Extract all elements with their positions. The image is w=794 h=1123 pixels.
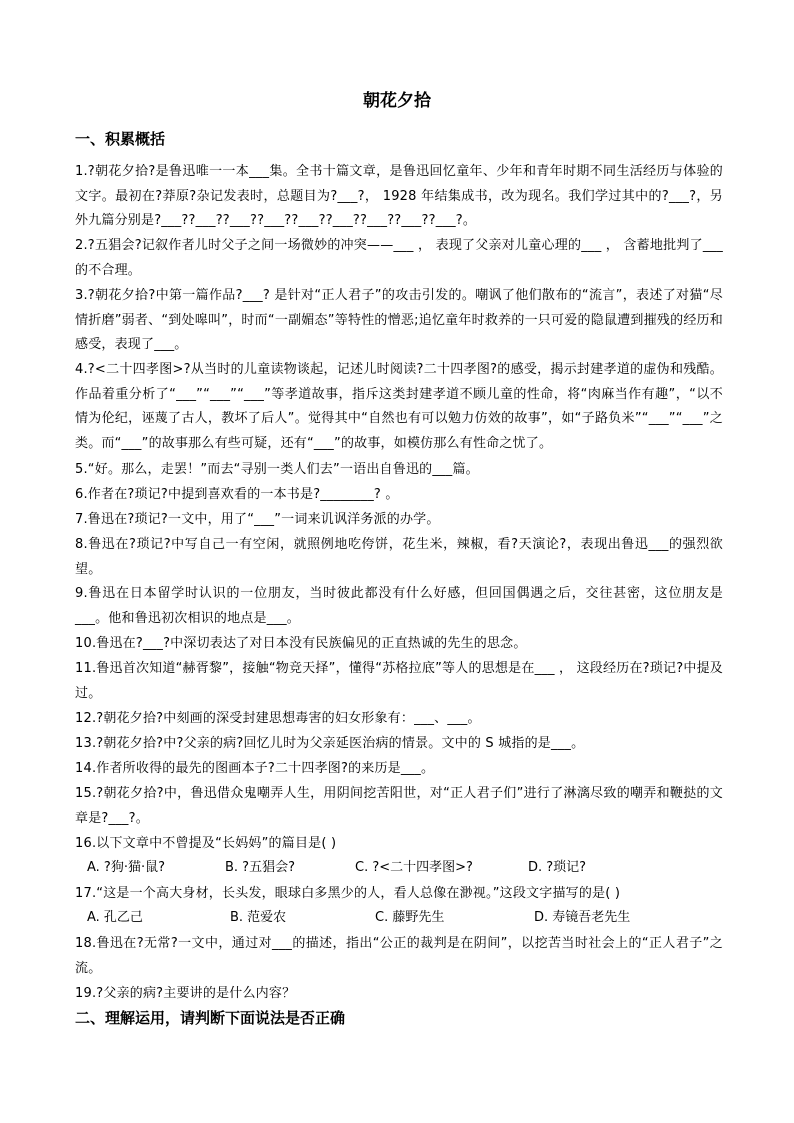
question-17-options (87, 906, 727, 930)
page-title: 朝花夕拾 (363, 91, 431, 111)
question-8: 8.鲁迅在?琐记?中写自己一有空闲，就照例地吃侉饼，花生米，辣椒，看?天演论?，表现出鲁迅___的强烈欲望。 (75, 537, 723, 577)
question-2: 2.?五猖会?记叙作者儿时父子之间一场微妙的冲突——___ ， 表现了父亲对儿童心理的___ ， 含蓄地批判了___的不合理。 (75, 238, 723, 278)
section-heading-1: 一、积累概括 (75, 130, 166, 148)
question-11: 11.鲁迅首次知道“赫胥黎”，接触“物竞天择”，懂得“苏格拉底”等人的思想是在___ ， 这段经历在?琐记?中提及过。 (75, 661, 723, 701)
question-4: 4.?<二十四孝图>?从当时的儿童读物谈起，记述儿时阅读?二十四孝图?的感受，揭示封建孝道的虚伪和残酷。作品着重分析了“___”“___”“___”等孝道故事，指斥这类封建孝道不顾儿童的性命，将“肉麻当作有趣”，“以不情为伦纪，诬蔑了古人，教坏了后人”。觉得其中“自然也有可以勉力仿效的故事”，如“子路负米”“___”“___”之类。而“___”的故事那么有些可疑，还有“___”的故事，如模仿那么有性命之忧了。 (75, 362, 723, 451)
question-1: 1.?朝花夕拾?是鲁迅唯一一本___集。全书十篇文章，是鲁迅回忆童年、少年和青年时期不同生活经历与体验的文字。最初在?莽原?杂记发表时，总题目为?___?， 1928 年结集成书，改为现名。我们学过其中的?___?，另外九篇分别是?___??___??___??___??___??___??___??___??___?。 (75, 164, 723, 228)
question-16-options (87, 856, 727, 880)
question-10: 10.鲁迅在?___?中深切表达了对日本没有民族偏见的正直热诚的先生的思念。 (75, 636, 527, 651)
option-c: C. ?<二十四孝图>? (355, 860, 473, 875)
question-5: 5.“好。那么，走罢！”而去“寻别一类人们去”一语出自鲁迅的___篇。 (75, 462, 479, 477)
question-7: 7.鲁迅在?琐记?一文中，用了“___”一词来讥讽洋务派的办学。 (75, 512, 440, 527)
question-14: 14.作者所收得的最先的图画本子?二十四孝图?的来历是___。 (75, 761, 435, 776)
option-a: A. 孔乙己 (87, 910, 143, 925)
question-3: 3.?朝花夕拾?中第一篇作品?___? 是针对“正人君子”的攻击引发的。嘲讽了他们散布的“流言”，表述了对猫“尽情折磨”弱者、“到处嗥叫”，时而“一副媚态”等特性的憎恶;追忆童年时救养的一只可爱的隐鼠遭到摧残的经历和感受，表现了___。 (75, 288, 723, 352)
option-b: B. 范爱农 (230, 910, 287, 925)
section-heading-2: 二、理解运用，请判断下面说法是否正确 (75, 1009, 346, 1027)
question-16: 16.以下文章中不曾提及“长妈妈”的篇目是( ) (75, 836, 337, 851)
question-13: 13.?朝花夕拾?中?父亲的病?回忆儿时为父亲延医治病的情景。文中的 S 城指的是___。 (75, 736, 585, 751)
question-15: 15.?朝花夕拾?中，鲁迅借众鬼嘲弄人生，用阴间挖苦阳世，对“正人君子们”进行了淋漓尽致的嘲弄和鞭挞的文章是?___?。 (75, 786, 723, 826)
option-d: D. ?琐记? (528, 860, 587, 875)
question-18: 18.鲁迅在?无常?一文中，通过对___的描述，指出“公正的裁判是在阴间”，以挖苦当时社会上的“正人君子”之流。 (75, 936, 723, 976)
question-19: 19.?父亲的病?主要讲的是什么内容？ (75, 986, 296, 1001)
option-a: A. ?狗·猫·鼠? (87, 860, 165, 875)
question-6: 6.作者在?琐记?中提到喜欢看的一本书是?________? 。 (75, 487, 399, 502)
option-c: C. 藤野先生 (375, 910, 445, 925)
option-b: B. ?五猖会? (225, 860, 295, 875)
question-17: 17.“这是一个高大身材，长头发，眼球白多黑少的人，看人总像在渺视。”这段文字描写的是( ) (75, 886, 621, 901)
option-d: D. 寿镜吾老先生 (534, 910, 631, 925)
question-9: 9.鲁迅在日本留学时认识的一位朋友，当时彼此都没有什么好感，但回国偶遇之后，交往甚密，这位朋友是___。他和鲁迅初次相识的地点是___。 (75, 586, 723, 626)
question-12: 12.?朝花夕拾?中刻画的深受封建思想毒害的妇女形象有：___、___。 (75, 711, 481, 726)
